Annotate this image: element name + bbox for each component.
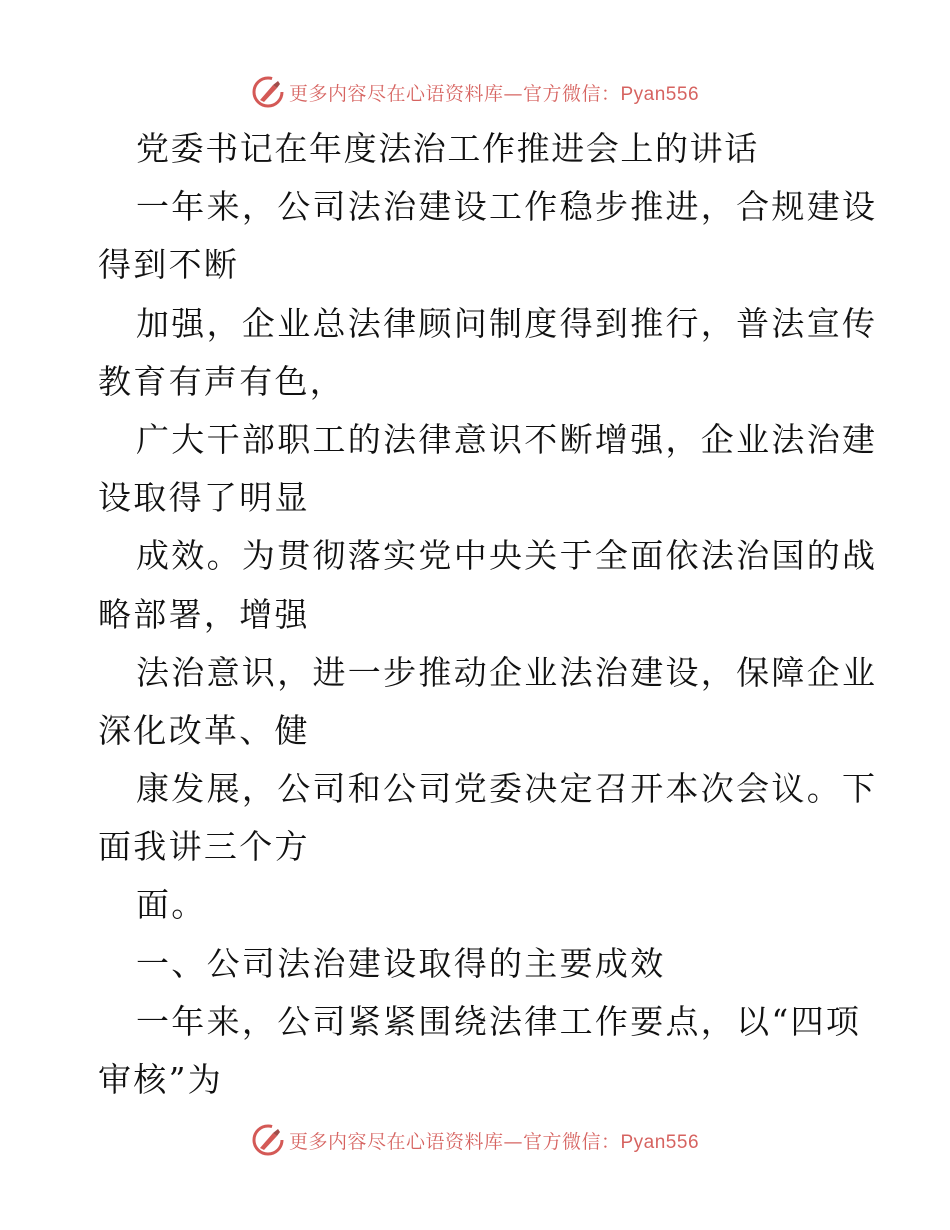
paragraph-line: 一年来，公司紧紧围绕法律工作要点，以“四项 <box>136 1001 862 1041</box>
paragraph-line: 深化改革、健 <box>98 710 310 750</box>
watermark-wechat-id: Pyan556 <box>620 1131 700 1153</box>
paragraph-line: 教育有声有色， <box>98 361 346 401</box>
document-title: 党委书记在年度法治工作推进会上的讲话 <box>136 129 759 168</box>
watermark-text: 更多内容尽在心语资料库—官方微信：Pyan556 <box>288 82 700 105</box>
paragraph-line: 法治意识，进一步推动企业法治建设，保障企业 <box>136 652 878 692</box>
document-body <box>98 120 878 1109</box>
paragraph-line: 得到不断 <box>98 245 240 285</box>
paragraph-line: 略部署，增强 <box>98 594 310 634</box>
watermark-text: 更多内容尽在心语资料库—官方微信：Pyan556 <box>288 1130 700 1153</box>
paragraph-line: 一年来，公司法治建设工作稳步推进，合规建设 <box>136 187 878 227</box>
header-watermark <box>0 72 950 112</box>
paragraph-line: 面。 <box>136 885 207 925</box>
quill-seal-icon <box>251 75 285 109</box>
paragraph-line: 面我讲三个方 <box>98 827 310 867</box>
watermark-wechat-id: Pyan556 <box>620 83 700 105</box>
section-heading: 一、公司法治建设取得的主要成效 <box>136 943 666 983</box>
paragraph-line: 康发展，公司和公司党委决定召开本次会议。下 <box>136 769 878 809</box>
footer-watermark <box>0 1120 950 1160</box>
paragraph-line: 审核”为 <box>98 1060 224 1099</box>
paragraph-line: 广大干部职工的法律意识不断增强，企业法治建 <box>136 419 878 459</box>
paragraph-line: 设取得了明显 <box>98 478 310 518</box>
paragraph-line: 加强，企业总法律顾问制度得到推行，普法宣传 <box>136 303 878 343</box>
paragraph-line: 成效。为贯彻落实党中央关于全面依法治国的战 <box>136 536 878 576</box>
quill-seal-icon <box>251 1123 285 1157</box>
